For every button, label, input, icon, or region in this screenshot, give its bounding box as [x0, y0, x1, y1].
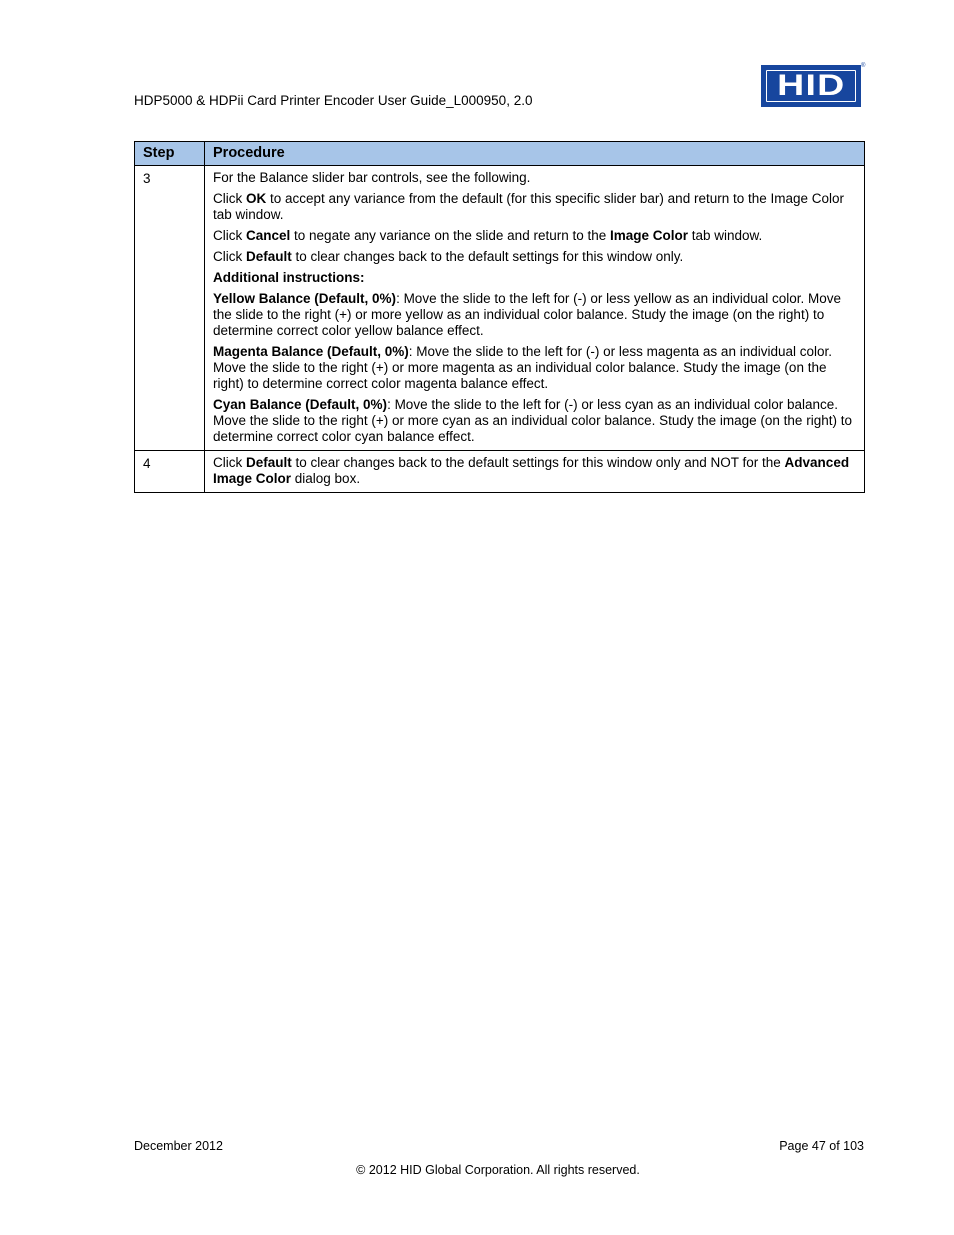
table-row — [135, 166, 865, 451]
yellow-balance-instruction: Yellow Balance (Default, 0%): Move the slide to the left for (-) or less yellow as an individual color. Move the slide to the right (+) or more yellow as an individual color balance. Study the image (on the right) to determine correct color yellow balance effect. — [213, 291, 842, 338]
logo-text: HID — [776, 69, 846, 102]
procedure-table — [134, 141, 865, 493]
cancel-instruction: Click Cancel to negate any variance on the slide and return to the Image Color tab window. — [213, 228, 763, 243]
cyan-balance-instruction: Cyan Balance (Default, 0%): Move the slide to the left for (-) or less cyan as an individual color balance. Move the slide to the right (+) or more cyan as an individual color balance. Study the image (on the right) to determine correct color cyan balance effect. — [213, 397, 852, 444]
hid-logo — [761, 65, 861, 107]
procedure-intro: For the Balance slider bar controls, see the following. — [213, 170, 531, 185]
step-number: 4 — [135, 451, 205, 493]
footer-date: December 2012 — [134, 1139, 223, 1153]
table-row — [135, 451, 865, 493]
header-step: Step — [135, 142, 205, 166]
table-header-row — [135, 142, 865, 166]
default-instruction: Click Default to clear changes back to the default settings for this window only. — [213, 249, 684, 264]
registered-mark: ® — [861, 63, 866, 69]
document-title: HDP5000 & HDPii Card Printer Encoder User Guide_L000950, 2.0 — [134, 93, 533, 108]
magenta-balance-instruction: Magenta Balance (Default, 0%): Move the slide to the left for (-) or less magenta as an individual color. Move the slide to the right (+) or more magenta as an individual color balance. Study the image (on the right) to determine correct color magenta balance effect. — [213, 344, 833, 391]
footer-copyright: © 2012 HID Global Corporation. All rights reserved. — [356, 1163, 640, 1177]
footer-page-number: Page 47 of 103 — [779, 1139, 864, 1153]
procedure-cell — [205, 451, 865, 493]
step-number: 3 — [135, 166, 205, 451]
default-advanced-instruction: Click Default to clear changes back to the default settings for this window only and NOT for the Advanced Image Color dialog box. — [213, 455, 850, 486]
ok-instruction: Click OK to accept any variance from the default (for this specific slider bar) and return to the Image Color tab window. — [213, 191, 845, 222]
header-procedure: Procedure — [205, 142, 865, 166]
additional-instructions-heading: Additional instructions: — [213, 270, 365, 285]
procedure-cell — [205, 166, 865, 451]
